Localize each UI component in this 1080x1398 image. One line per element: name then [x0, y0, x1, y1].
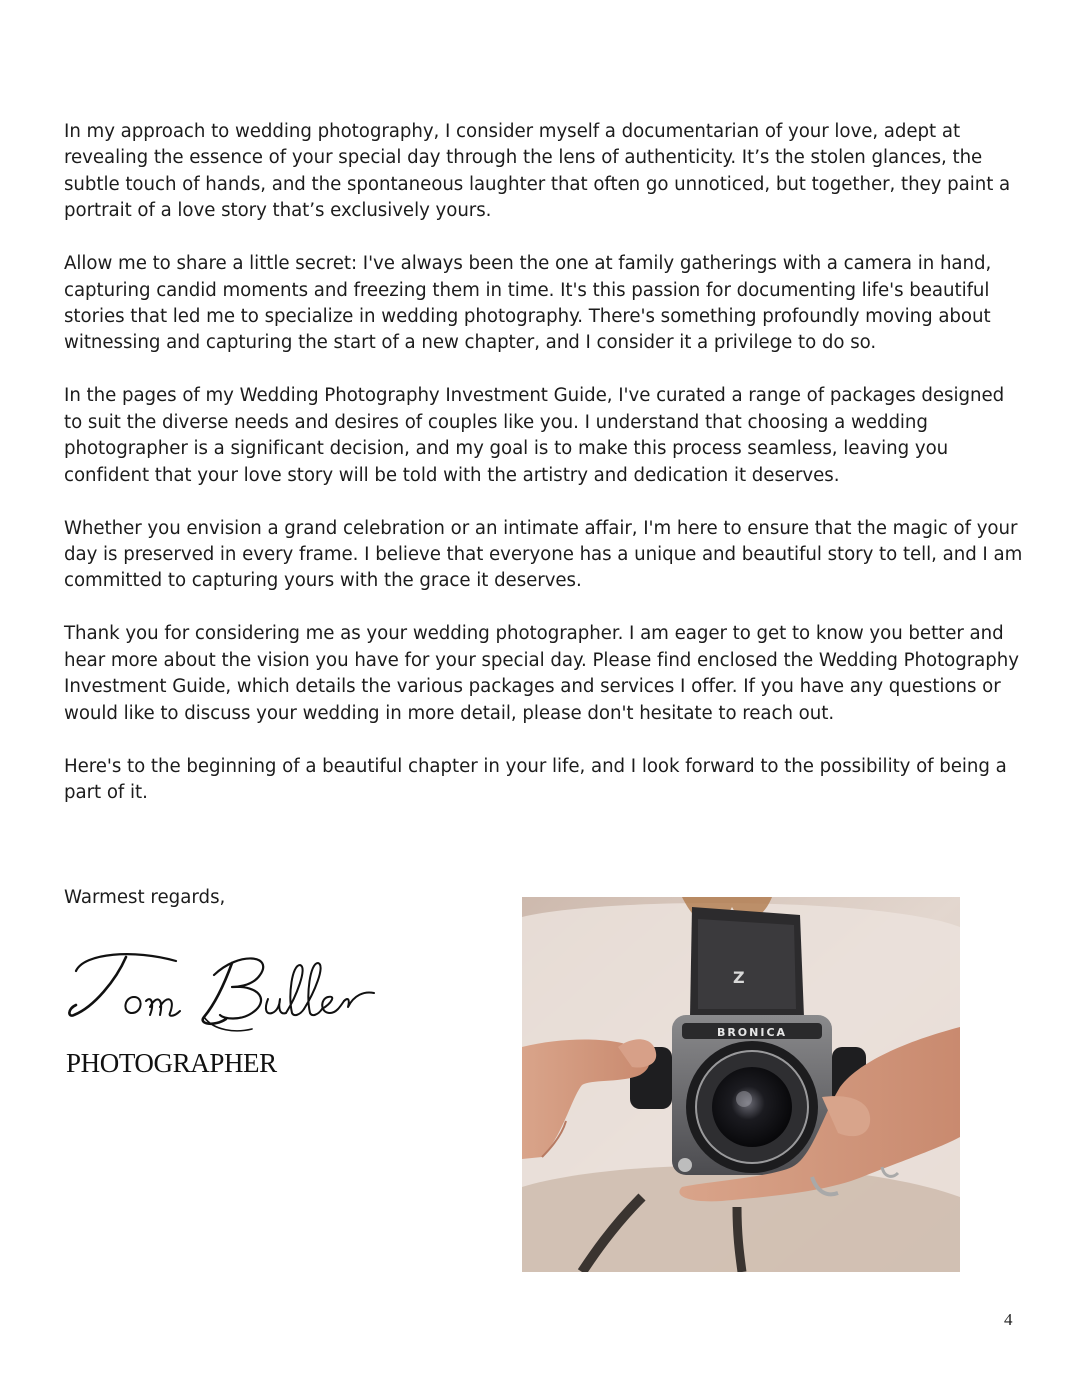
camera-photo-image — [522, 897, 960, 1272]
camera-brand: BRONICA — [716, 1026, 788, 1039]
photographer-photo — [522, 897, 960, 1272]
paragraph: Whether you envision a grand celebration or an intimate affair, I'm here to ensure that the magic of your day is preserved in every frame. I believe that everyone has a unique and beautiful story to tell, and I am committed to capturing yours with the grace it deserves. — [64, 517, 1023, 592]
letter-body — [64, 119, 1024, 833]
signature — [64, 945, 394, 1035]
camera-badge: Z — [733, 968, 745, 987]
page-number: 4 — [1004, 1310, 1013, 1329]
paragraph: Thank you for considering me as your wedding photographer. I am eager to get to know you better and hear more about the vision you have for your special day. Please find enclosed the Wedding Photography Investment Guide, which details the various packages and services I offer. If you have any questions or would like to discuss your wedding in more detail, please don't hesitate to reach out. — [64, 623, 1019, 724]
signatory-role: PHOTOGRAPHER — [66, 1048, 277, 1078]
closing-line: Warmest regards, — [64, 887, 226, 908]
paragraph: Allow me to share a little secret: I've always been the one at family gatherings with a camera in hand, capturing candid moments and freezing them in time. It's this passion for documenting life's beautiful stories that led me to specialize in wedding photography. There's something profoundly moving about witnessing and capturing the start of a new chapter, and I consider it a privilege to do so. — [64, 253, 992, 354]
paragraph: In my approach to wedding photography, I consider myself a documentarian of your love, adept at revealing the essence of your special day through the lens of authenticity. It’s the stolen glances, the subtle touch of hands, and the spontaneous laughter that often go unnoticed, but together, they paint a portrait of a love story that’s exclusively yours. — [64, 121, 1011, 222]
paragraph: Here's to the beginning of a beautiful chapter in your life, and I look forward to the possibility of being a part of it. — [64, 755, 1007, 804]
paragraph: In the pages of my Wedding Photography Investment Guide, I've curated a range of packages designed to suit the diverse needs and desires of couples like you. I understand that choosing a wedding photographer is a significant decision, and my goal is to make this process seamless, leaving you confident that your love story will be told with the artistry and dedication it deserves. — [64, 385, 1005, 486]
